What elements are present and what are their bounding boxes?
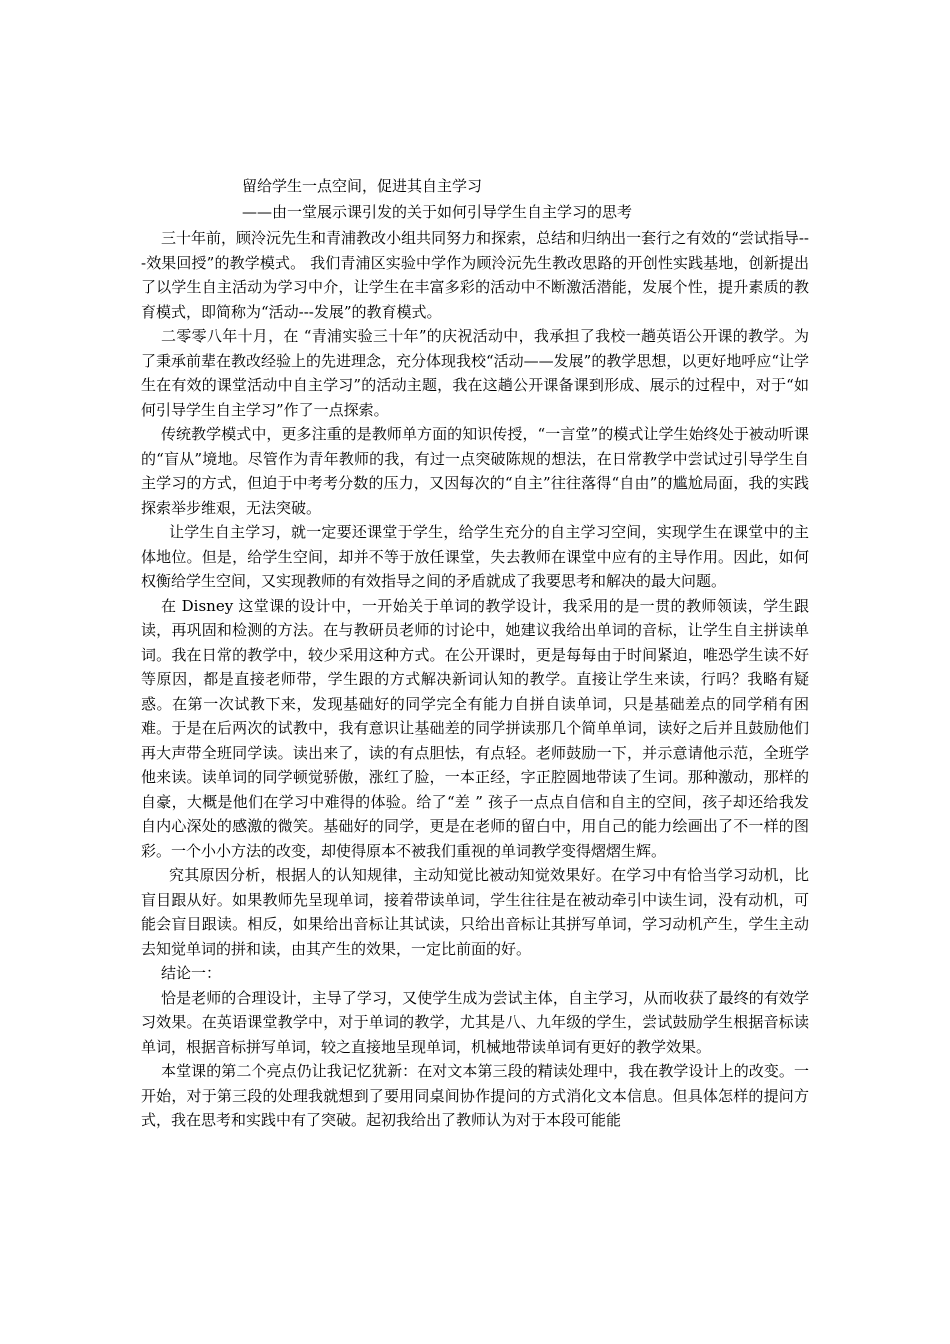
paragraph: 三十年前，顾泠沅先生和青浦教改小组共同努力和探索，总结和归纳出一套行之有效的“尝试指导---效果回授”的教学模式。 我们青浦区实验中学作为顾泠沅先生教改思路的开创性实践基地，创新提出了以学生自主活动为学习中介，让学生在丰富多彩的活动中不断激活潜能，发展个性，提升素质的教育模式，即简称为“活动---发展”的教育模式。 bbox=[141, 229, 809, 321]
paragraph: 让学生自主学习，就一定要还课堂于学生，给学生充分的自主学习空间，实现学生在课堂中的主体地位。但是，给学生空间，却并不等于放任课堂，失去教师在课堂中应有的主导作用。因此，如何权衡给学生空间，又实现教师的有效指导之间的矛盾就成了我要思考和解决的最大问题。 bbox=[141, 523, 809, 590]
paragraph: 究其原因分析，根据人的认知规律，主动知觉比被动知觉效果好。在学习中有恰当学习动机，比盲目跟从好。如果教师先呈现单词，接着带读单词，学生往往是在被动牵引中读生词，没有动机，可能会盲目跟读。相反，如果给出音标让其试读，只给出音标让其拼写单词，学习动机产生，学生主动去知觉单词的拼和读，由其产生的效果，一定比前面的好。 bbox=[141, 866, 809, 958]
paragraph: 本堂课的第二个亮点仍让我记忆犹新：在对文本第三段的精读处理中，我在教学设计上的改变。一开始，对于第三段的处理我就想到了要用同桌间协作提问的方式消化文本信息。但具体怎样的提问方式，我在思考和实践中有了突破。起初我给出了教师认为对于本段可能能 bbox=[141, 1062, 809, 1129]
document-body bbox=[141, 226, 809, 1133]
paragraph: 传统教学模式中，更多注重的是教师单方面的知识传授，“一言堂”的模式让学生始终处于被动听课的“盲从”境地。尽管作为青年教师的我，有过一点突破陈规的想法，在日常教学中尝试过引导学生自主学习的方式，但迫于中考考分数的压力，又因每次的“自主”往往落得“自由”的尴尬局面，我的实践探索举步维艰，无法突破。 bbox=[141, 425, 809, 517]
paragraph: 在 Disney 这堂课的设计中，一开始关于单词的教学设计，我采用的是一贯的教师领读，学生跟读，再巩固和检测的方法。在与教研员老师的讨论中，她建议我给出单词的音标，让学生自主拼读单词。我在日常的教学中，较少采用这种方式。在公开课时，更是每每由于时间紧迫，唯恐学生读不好等原因，都是直接老师带，学生跟的方式解决新词认知的教学。直接让学生来读，行吗？我略有疑惑。在第一次试教下来，发现基础好的同学完全有能力自拼自读单词，只是基础差点的同学稍有困难。于是在后两次的试教中，我有意识让基础差的同学拼读那几个简单单词，读好之后并且鼓励他们再大声带全班同学读。读出来了，读的有点胆怯，有点轻。老师鼓励一下，并示意请他示范，全班学他来读。读单词的同学顿觉骄傲，涨红了脸，一本正经，字正腔圆地带读了生词。那种激动，那样的自豪，大概是他们在学习中难得的体验。给了“差 ” 孩子一点点自信和自主的空间，孩子却还给我发自内心深处的感激的微笑。基础好的同学，更是在老师的留白中，用自己的能力绘画出了不一样的图彩。一个小小方法的改变，却使得原本不被我们重视的单词教学变得熠熠生辉。 bbox=[141, 596, 809, 860]
document-title: 留给学生一点空间，促进其自主学习 bbox=[242, 177, 483, 195]
paragraph: 二零零八年十月，在 “青浦实验三十年”的庆祝活动中，我承担了我校一趟英语公开课的教学。为了秉承前辈在教改经验上的先进理念，充分体现我校“活动——发展”的教学思想，以更好地呼应“让学生在有效的课堂活动中自主学习”的活动主题，我在这趟公开课备课到形成、展示的过程中，对于“如何引导学生自主学习”作了一点探索。 bbox=[141, 327, 810, 419]
conclusion-heading: 结论一： bbox=[161, 964, 222, 982]
paragraph: 恰是老师的合理设计，主导了学习，又使学生成为尝试主体，自主学习，从而收获了最终的有效学习效果。在英语课堂教学中，对于单词的教学，尤其是八、九年级的学生，尝试鼓励学生根据音标读单词，根据音标拼写单词，较之直接地呈现单词，机械地带读单词有更好的教学效果。 bbox=[141, 988, 809, 1056]
document-subtitle: ——由一堂展示课引发的关于如何引导学生自主学习的思考 bbox=[242, 203, 633, 221]
